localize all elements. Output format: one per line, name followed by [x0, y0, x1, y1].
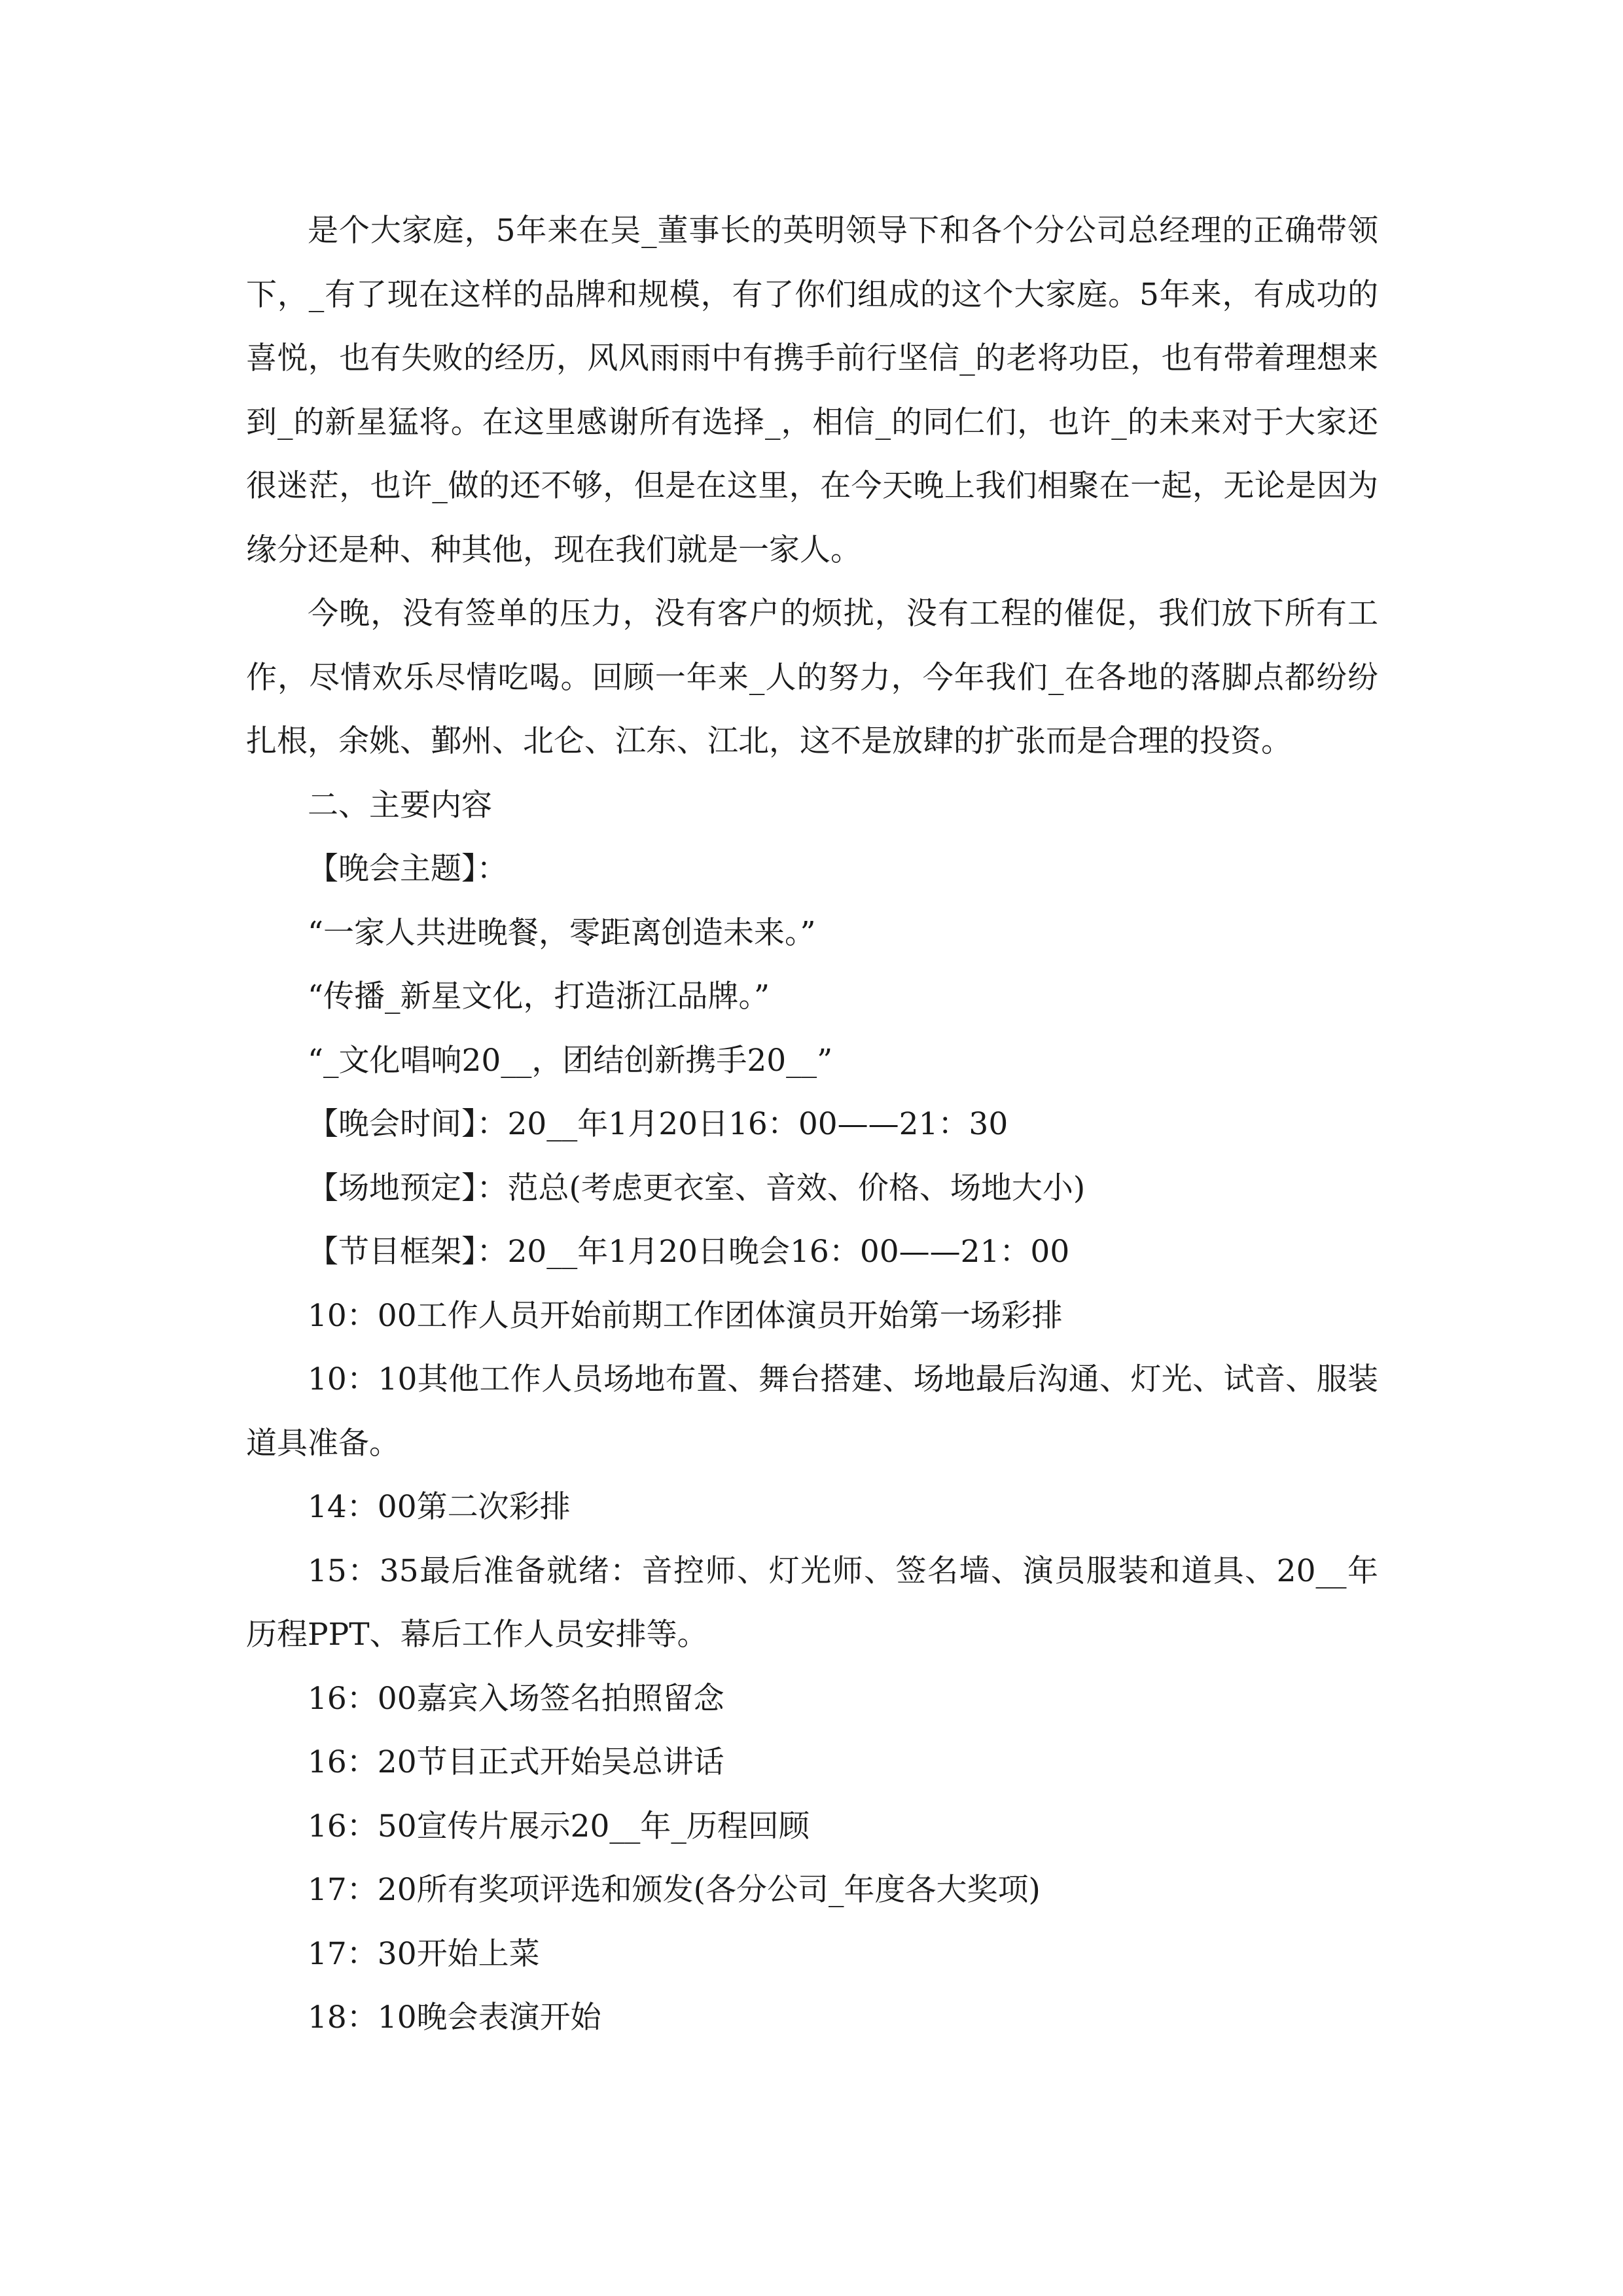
- schedule-item: 14：00第二次彩排: [308, 1489, 571, 1525]
- schedule-item: 16：50宣传片展示20__年_历程回顾: [308, 1808, 810, 1844]
- schedule-item: 15：35最后准备就绪：音控师、灯光师、签名墙、演员服装和道具、20__年历程PPT、幕后工作人员安排等。: [246, 1552, 1378, 1653]
- body-paragraph: 是个大家庭，5年来在吴_董事长的英明领导下和各个分公司总经理的正确带领下，_有了现在这样的品牌和规模，有了你们组成的这个大家庭。5年来，有成功的喜悦，也有失败的经历，风风雨雨中有携手前行坚信_的老将功臣，也有带着理想来到_的新星猛将。在这里感谢所有选择_，相信_的同仁们，也许_的未来对于大家还很迷茫，也许_做的还不够，但是在这里，在今天晚上我们相聚在一起，无论是因为缘分还是种、种其他，现在我们就是一家人。: [246, 213, 1378, 568]
- schedule-item: 16：00嘉宾入场签名拍照留念: [308, 1680, 724, 1717]
- schedule-item: 17：30开始上菜: [308, 1935, 540, 1972]
- venue-line: 【场地预定】：范总(考虑更衣室、音效、价格、场地大小): [308, 1170, 1086, 1206]
- slogan-line: “_文化唱响20__，团结创新携手20__”: [308, 1042, 833, 1079]
- theme-label: 【晚会主题】：: [308, 851, 508, 887]
- schedule-item: 10：10其他工作人员场地布置、舞台搭建、场地最后沟通、灯光、试音、服装道具准备。: [246, 1361, 1378, 1462]
- schedule-item: 10：00工作人员开始前期工作团体演员开始第一场彩排: [308, 1297, 1063, 1334]
- body-paragraph: 今晚，没有签单的压力，没有客户的烦扰，没有工程的催促，我们放下所有工作，尽情欢乐尽情吃喝。回顾一年来_人的努力，今年我们_在各地的落脚点都纷纷扎根，余姚、鄞州、北仑、江东、江北，这不是放肆的扩张而是合理的投资。: [246, 596, 1378, 759]
- schedule-item: 16：20节目正式开始吴总讲话: [308, 1744, 724, 1780]
- schedule-item: 18：10晚会表演开始: [308, 2000, 601, 2036]
- slogan-line: “一家人共进晚餐，零距离创造未来。”: [308, 914, 816, 951]
- section-heading: 二、主要内容: [308, 787, 492, 823]
- event-time-line: 【晚会时间】：20__年1月20日16：00——21：30: [308, 1106, 1008, 1142]
- document-body: [246, 199, 1378, 2050]
- slogan-line: “传播_新星文化，打造浙江品牌。”: [308, 978, 770, 1014]
- program-frame-line: 【节目框架】：20__年1月20日晚会16：00——21：00: [308, 1234, 1070, 1270]
- schedule-item: 17：20所有奖项评选和颁发(各分公司_年度各大奖项): [308, 1872, 1041, 1908]
